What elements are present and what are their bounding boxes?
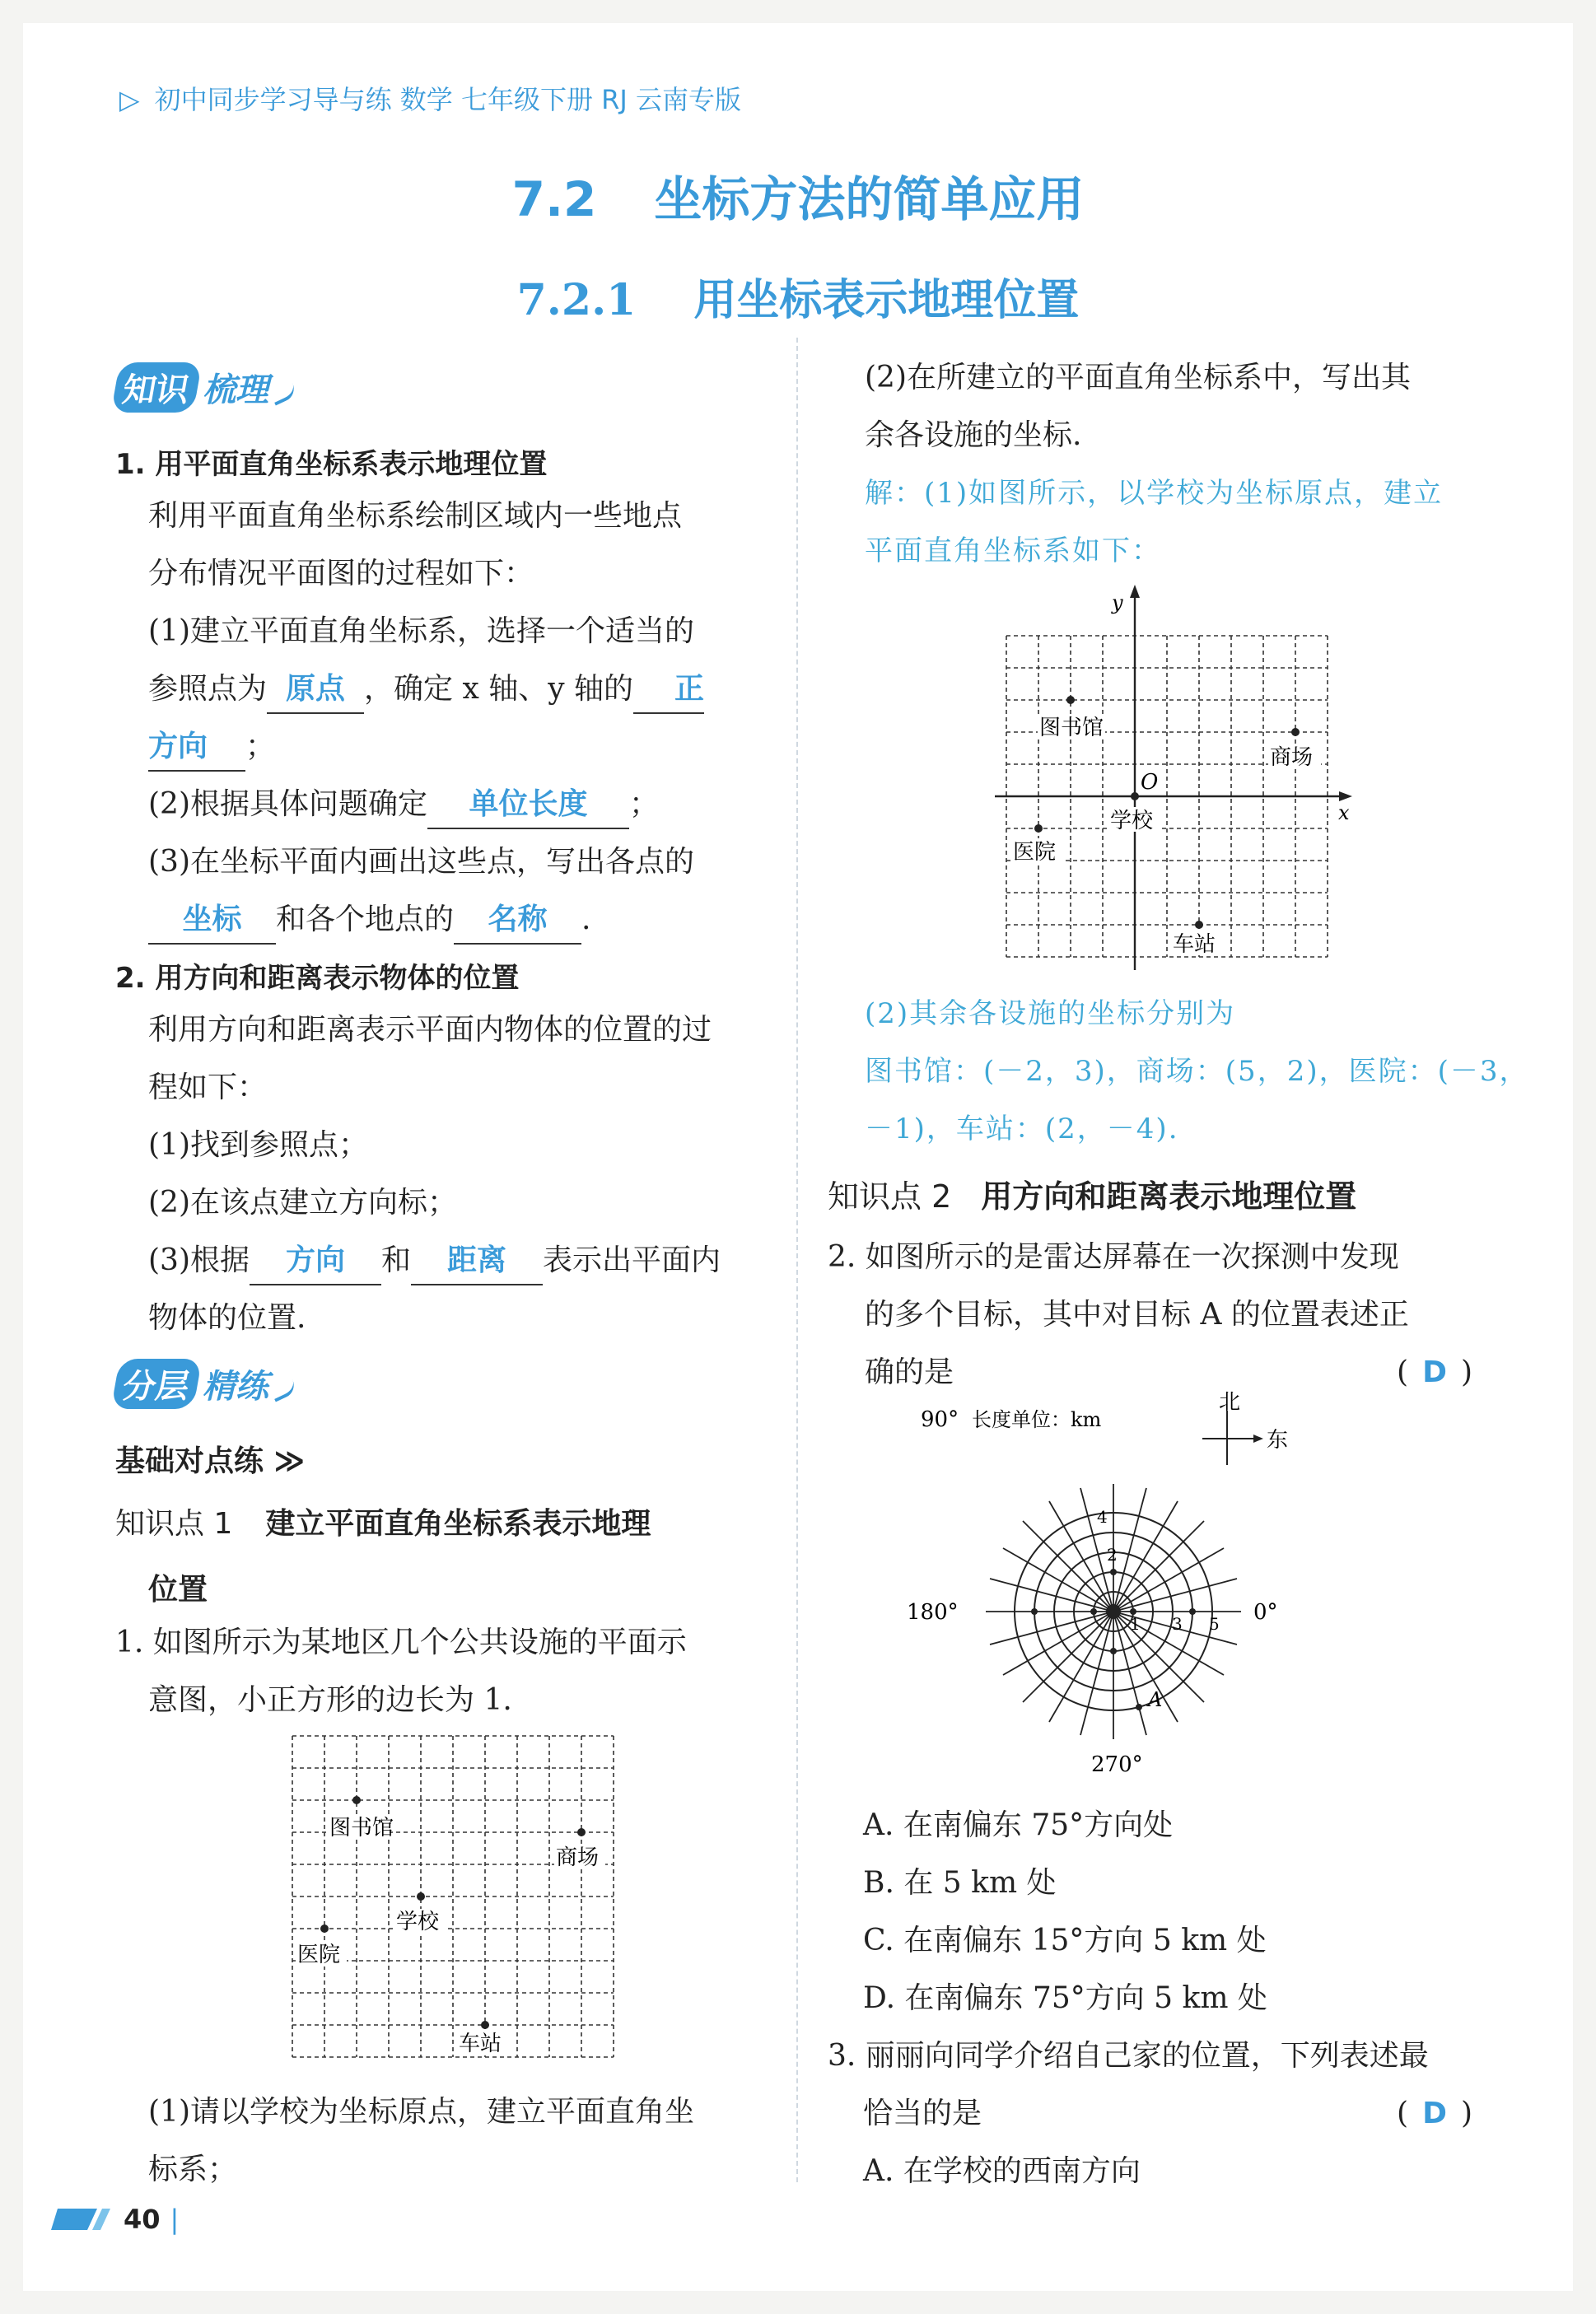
q2-text: 2. 如图所示的是雷达屏幕在一次探测中发现 — [828, 1240, 1399, 1274]
target-point — [1189, 1608, 1196, 1615]
library-point — [1066, 696, 1075, 704]
level-text: 基础对点练 — [115, 1444, 264, 1478]
k2-step-1: (1)找到参照点； — [148, 1128, 368, 1162]
q3-answer: D — [1422, 2097, 1447, 2130]
book-header — [119, 79, 741, 117]
grid-lines — [292, 1736, 614, 2057]
step-2-suffix: ； — [629, 787, 660, 821]
knowledge-1-title: 1. 用平面直角坐标系表示地理位置 — [115, 448, 548, 481]
step-1-text: (1)建立平面直角坐标系，选择一个适当的 — [148, 614, 694, 648]
answer-coordinate: 坐标 — [148, 897, 276, 945]
q1-part1: (1)请以学校为坐标原点，建立平面直角坐 — [148, 2095, 694, 2129]
k2-step-3 — [148, 1232, 721, 1290]
north-label: 北 — [1219, 1390, 1241, 1415]
step-2-line — [148, 776, 659, 833]
step-1-line2 — [148, 660, 704, 718]
station-label: 车站 — [1173, 932, 1216, 957]
k2-step-3-middle: 和 — [381, 1243, 412, 1277]
k2-step-3-suffix: 表示出平面内 — [543, 1243, 721, 1277]
subsection-title — [0, 265, 1596, 327]
section-number: 7.2 — [511, 171, 597, 227]
page-number — [124, 2204, 179, 2235]
answer-positive: 正 — [633, 666, 704, 714]
target-point — [1090, 1608, 1097, 1615]
leaf-icon — [270, 383, 298, 405]
compass-arrow-icon — [1253, 1435, 1263, 1443]
unit-label: 长度单位：km — [972, 1408, 1102, 1431]
mall-label: 商场 — [556, 1845, 600, 1870]
knowledge-review-badge — [115, 362, 296, 412]
k2-step-3-prefix: (3)根据 — [148, 1243, 250, 1277]
answer-distance: 距离 — [411, 1238, 543, 1285]
deg-90-label: 90° — [921, 1407, 959, 1432]
q2-answer: D — [1422, 1355, 1447, 1389]
school-label: 学校 — [1110, 809, 1154, 833]
q1-part2: (2)在所建立的平面直角坐标系中，写出其 — [865, 361, 1411, 394]
play-triangle-icon: ▷ — [119, 84, 140, 115]
kp1-title: 建立平面直角坐标系表示地理 — [265, 1507, 651, 1541]
station-label: 车站 — [459, 2032, 502, 2056]
q2-answer-bracket: ( D ) — [1397, 1344, 1472, 1402]
answer-direction-2: 方向 — [250, 1238, 381, 1285]
q3-option-a: A. 在学校的西南方向 — [863, 2154, 1141, 2188]
layered-practice-badge — [115, 1359, 296, 1408]
answer-direction: 方向 — [148, 724, 245, 772]
ring-3-label: 3 — [1172, 1614, 1183, 1634]
station-point — [1195, 921, 1203, 929]
library-point — [352, 1796, 361, 1804]
subsection-number: 7.2.1 — [516, 275, 637, 325]
k2-step-3-line2: 物体的位置. — [148, 1301, 306, 1335]
y-axis-label: y — [1112, 591, 1123, 614]
answer-unit-length: 单位长度 — [427, 781, 629, 829]
target-a-label: A — [1148, 1688, 1163, 1711]
leaf-icon — [270, 1379, 298, 1402]
radar-center — [1106, 1604, 1121, 1619]
ring-1-label: 1 — [1130, 1614, 1141, 1634]
mall-point — [1291, 728, 1300, 736]
solution-1: 解：(1)如图所示，以学校为坐标原点，建立 — [865, 477, 1444, 510]
step-1-prefix: 参照点为 — [148, 672, 268, 706]
q2-text-2: 的多个目标，其中对目标 A 的位置表述正 — [865, 1298, 1409, 1332]
page-tab-icon — [51, 2207, 110, 2232]
station-point — [481, 2021, 489, 2029]
level-heading — [115, 1438, 305, 1480]
origin-label: O — [1141, 770, 1159, 795]
knowledge-2-intro: 利用方向和距离表示平面内物体的位置的过 — [148, 1013, 712, 1047]
knowledge-2-title: 2. 用方向和距离表示物体的位置 — [115, 962, 520, 995]
hospital-label: 医院 — [297, 1943, 341, 1967]
step-1-middle: ，确定 x 轴、y 轴的 — [364, 672, 633, 706]
knowledge-2-intro-2: 程如下： — [148, 1071, 268, 1104]
deg-0-label: 0° — [1253, 1600, 1278, 1625]
badge2-part2: 精练 — [203, 1368, 268, 1406]
library-label: 图书馆 — [329, 1816, 394, 1840]
solution-1-2: 平面直角坐标系如下： — [865, 534, 1161, 567]
target-point — [1031, 1608, 1038, 1615]
step-3-suffix: . — [581, 903, 591, 936]
target-point — [1110, 1648, 1117, 1654]
header-text: 初中同步学习导与练 数学 七年级下册 RJ 云南专版 — [154, 84, 741, 115]
knowledge-1-intro-2: 分布情况平面图的过程如下： — [148, 557, 534, 590]
step-3-line2 — [148, 891, 590, 949]
q3-text-2: 恰当的是 — [863, 2097, 982, 2130]
mall-point — [577, 1828, 586, 1836]
badge-part2: 梳理 — [203, 371, 268, 409]
double-chevron-icon: ≫ — [264, 1444, 306, 1478]
step-3-middle: 和各个地点的 — [276, 903, 455, 936]
q2-option-c: C. 在南偏东 15°方向 5 km 处 — [863, 1924, 1267, 1957]
x-axis-label: x — [1338, 801, 1350, 824]
kp1-title-2: 位置 — [148, 1573, 208, 1607]
q2-option-b: B. 在 5 km 处 — [863, 1866, 1057, 1900]
ring-2-label: 2 — [1107, 1545, 1118, 1565]
target-a-point — [1136, 1704, 1142, 1710]
step-2-prefix: (2)根据具体问题确定 — [148, 787, 427, 821]
kp2-title: 用方向和距离表示地理位置 — [981, 1178, 1357, 1215]
library-label: 图书馆 — [1039, 716, 1104, 740]
section-text: 坐标方法的简单应用 — [654, 171, 1085, 227]
hospital-point — [320, 1924, 329, 1933]
answer-name: 名称 — [454, 897, 581, 945]
hospital-label: 医院 — [1013, 840, 1057, 865]
q1-part1-2: 标系； — [148, 2153, 238, 2186]
kp2-heading — [828, 1171, 1356, 1216]
q3-text: 3. 丽丽向同学介绍自己家的位置，下列表述最 — [828, 2039, 1429, 2073]
column-divider — [796, 338, 798, 2182]
step-1-suffix: ； — [245, 730, 276, 763]
kp2-label: 知识点 2 — [828, 1178, 952, 1215]
badge-part1: 知识 — [111, 362, 203, 413]
q3-answer-bracket: ( D ) — [1397, 2085, 1472, 2143]
deg-270-label: 270° — [1091, 1752, 1143, 1777]
deg-180-label: 180° — [907, 1600, 959, 1625]
page-number-text: 40 — [124, 2204, 161, 2235]
facility-grid-figure — [292, 1736, 614, 2065]
hospital-point — [1034, 824, 1043, 833]
target-point — [1110, 1569, 1117, 1575]
q1-text-2: 意图，小正方形的边长为 1. — [148, 1683, 512, 1717]
answer-origin: 原点 — [267, 666, 364, 714]
q1-part2-2: 余各设施的坐标. — [865, 418, 1082, 452]
knowledge-1-intro: 利用平面直角坐标系绘制区域内一些地点 — [148, 499, 683, 533]
x-axis-arrow-icon — [1339, 791, 1352, 801]
step-3-text: (3)在坐标平面内画出这些点，写出各点的 — [148, 845, 694, 879]
school-label: 学校 — [396, 1910, 440, 1934]
q2-option-a: A. 在南偏东 75°方向处 — [863, 1808, 1174, 1842]
ring-5-label: 5 — [1209, 1614, 1220, 1634]
subsection-text: 用坐标表示地理位置 — [693, 275, 1080, 325]
q2-option-d: D. 在南偏东 75°方向 5 km 处 — [863, 1981, 1267, 2015]
east-label: 东 — [1267, 1428, 1289, 1453]
kp1-label: 知识点 1 — [115, 1507, 233, 1541]
school-point — [1131, 792, 1139, 800]
page-separator: | — [170, 2204, 180, 2235]
badge2-part1: 分层 — [111, 1359, 203, 1409]
q2-text-3: 确的是 — [865, 1355, 954, 1389]
radar-figure — [906, 1390, 1433, 1799]
solution-2-3: －1)，车站：(2，－4). — [865, 1113, 1179, 1145]
q1-text: 1. 如图所示为某地区几个公共设施的平面示 — [115, 1626, 687, 1659]
k2-step-2: (2)在该点建立方向标； — [148, 1186, 457, 1220]
kp1-heading — [115, 1500, 651, 1542]
school-point — [417, 1892, 425, 1901]
solution-2-2: 图书馆：(－2，3)，商场：(5，2)，医院：(－3， — [865, 1055, 1529, 1088]
y-axis-arrow-icon — [1130, 585, 1140, 598]
section-title — [0, 161, 1596, 230]
mall-label: 商场 — [1270, 745, 1314, 770]
solution-coordinate-figure — [988, 576, 1367, 972]
step-1-line3 — [148, 718, 275, 776]
solution-2: (2)其余各设施的坐标分别为 — [865, 997, 1236, 1030]
ring-4-label: 4 — [1097, 1507, 1108, 1527]
